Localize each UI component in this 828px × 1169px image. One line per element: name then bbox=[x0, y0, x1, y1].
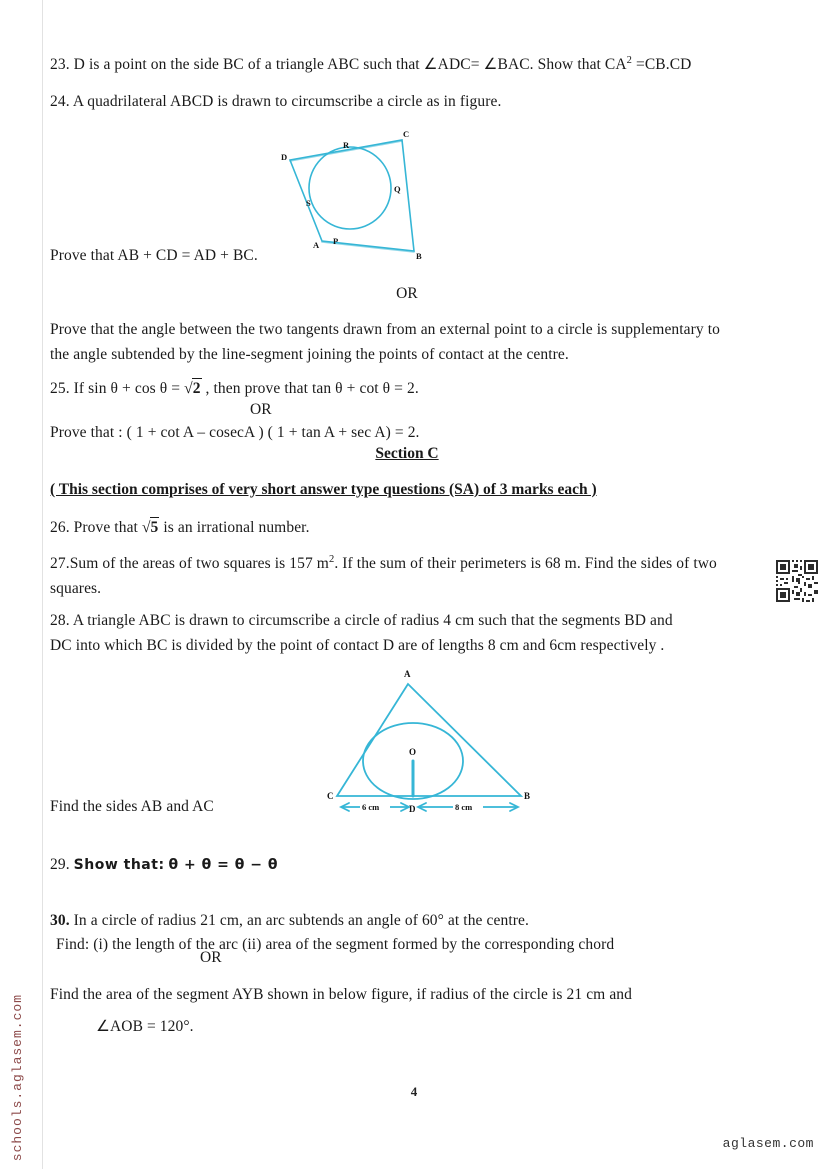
question-30-alt bbox=[50, 985, 764, 1038]
label-S: S bbox=[306, 198, 311, 208]
question-26-part1: Prove that bbox=[73, 519, 142, 536]
question-24-number: 24. bbox=[50, 93, 70, 110]
question-30-alt-line2: ∠AOB = 120°. bbox=[96, 1017, 194, 1035]
question-24 bbox=[50, 92, 764, 113]
figure-quadrilateral-circumscribing-circle bbox=[272, 126, 442, 266]
section-c-note-wrap bbox=[50, 481, 764, 499]
label-B: B bbox=[416, 251, 422, 261]
question-27-line1 bbox=[50, 553, 764, 575]
label-C: C bbox=[327, 791, 334, 801]
label-6cm: 6 cm bbox=[362, 802, 380, 812]
question-24-alt bbox=[50, 320, 764, 366]
inscribed-circle bbox=[309, 147, 391, 229]
label-R: R bbox=[343, 140, 350, 150]
radicand-2: 2 bbox=[192, 378, 202, 400]
section-c-heading: Section C bbox=[375, 445, 439, 462]
label-D: D bbox=[281, 152, 288, 162]
quadrilateral-figure-svg bbox=[272, 126, 442, 266]
question-24-alt-line1: Prove that the angle between the two tangents drawn from an external point to a circle is supplementary to bbox=[50, 321, 720, 338]
question-30-alt-line1: Find the area of the segment AYB shown in below figure, if radius of the circle is 21 cm and bbox=[50, 986, 632, 1003]
section-c-note: ( This section comprises of very short answer type questions (SA) of 3 marks each ) bbox=[50, 481, 597, 498]
qr-code-svg bbox=[774, 558, 820, 604]
label-8cm: 8 cm bbox=[455, 802, 473, 812]
question-23-body: D is a point on the side BC of a triangle ABC such that ∠ADC= ∠BAC. Show that CA bbox=[73, 56, 627, 74]
question-25-part2: , then prove that tan θ + cot θ = 2. bbox=[201, 380, 419, 397]
question-28-number: 28. bbox=[50, 612, 70, 629]
triangle-outline bbox=[337, 684, 521, 796]
radicand-5: 5 bbox=[150, 517, 160, 539]
question-28 bbox=[50, 611, 764, 657]
section-c-heading-wrap bbox=[50, 445, 764, 463]
question-24-text bbox=[50, 92, 764, 113]
question-25-alt-text: Prove that : ( 1 + cot A – cosecA ) ( 1 + tan A + sec A) = 2. bbox=[50, 424, 420, 441]
sidebar-watermark: schools.aglasem.com bbox=[10, 993, 25, 1161]
label-A: A bbox=[404, 669, 411, 679]
question-25-number: 25. bbox=[50, 380, 70, 397]
question-28-line1 bbox=[50, 611, 764, 632]
question-30-line1 bbox=[50, 911, 764, 932]
question-25-or bbox=[250, 400, 272, 421]
question-30-line2: Find: (i) the length of the arc (ii) area of the segment formed by the corresponding chord bbox=[56, 935, 615, 953]
page-number: 4 bbox=[410, 1084, 418, 1099]
label-O: O bbox=[409, 747, 417, 757]
question-23-number: 23. bbox=[50, 56, 70, 74]
question-25-part1: If sin θ + cos θ = bbox=[73, 380, 185, 397]
question-23-text bbox=[50, 54, 764, 76]
question-26-text bbox=[50, 517, 764, 539]
question-28-body1: A triangle ABC is drawn to circumscribe a circle of radius 4 cm such that the segments BD and bbox=[72, 612, 673, 629]
sqrt-symbol-5: √5 bbox=[142, 517, 159, 539]
figure-triangle-circumscribing-circle bbox=[325, 662, 535, 817]
question-26-part2: is an irrational number. bbox=[159, 519, 310, 536]
question-25 bbox=[50, 378, 764, 400]
question-26-number: 26. bbox=[50, 519, 70, 536]
footer-watermark: aglasem.com bbox=[722, 1136, 814, 1151]
label-Q: Q bbox=[394, 184, 401, 194]
question-28-find-text: Find the sides AB and AC bbox=[50, 798, 214, 815]
question-29-text bbox=[50, 855, 764, 876]
question-25-or-text: OR bbox=[250, 401, 272, 418]
question-27-superscript: 2 bbox=[328, 554, 335, 565]
label-C: C bbox=[403, 129, 410, 139]
label-B: B bbox=[524, 791, 531, 801]
question-27 bbox=[50, 553, 764, 600]
question-30-or-text: OR bbox=[200, 949, 222, 966]
question-25-alt bbox=[50, 423, 764, 444]
question-30 bbox=[50, 911, 764, 956]
question-26 bbox=[50, 517, 764, 539]
label-P: P bbox=[333, 236, 339, 246]
triangle-figure-svg bbox=[325, 662, 535, 817]
question-29-expression: θ + θ = θ − θ bbox=[168, 857, 278, 873]
question-24-body: A quadrilateral ABCD is drawn to circumscribe a circle as in figure. bbox=[72, 93, 502, 110]
question-28-find bbox=[50, 797, 764, 818]
question-27-part2: . If the sum of their perimeters is 68 m. Find the sides of two bbox=[334, 555, 717, 573]
question-24-or bbox=[50, 284, 764, 305]
question-27-number: 27. bbox=[50, 555, 70, 573]
question-24-or-text: OR bbox=[396, 285, 418, 302]
label-D: D bbox=[409, 804, 416, 814]
page-left-rule bbox=[42, 0, 43, 1169]
sqrt-symbol-2: √2 bbox=[184, 378, 201, 400]
question-29-number: 29. bbox=[50, 856, 70, 873]
question-24-prove-text: Prove that AB + CD = AD + BC. bbox=[50, 247, 258, 264]
question-25-text bbox=[50, 378, 764, 400]
question-24-prove bbox=[50, 246, 764, 267]
quadrilateral-outline bbox=[290, 140, 414, 251]
question-27-line2: squares. bbox=[50, 580, 102, 598]
question-27-part1: Sum of the areas of two squares is 157 m bbox=[69, 555, 329, 573]
question-29-prefix: Show that: bbox=[73, 857, 165, 873]
question-28-line2: DC into which BC is divided by the point of contact D are of lengths 8 cm and 6cm respectively . bbox=[50, 636, 665, 654]
question-23-tail: =CB.CD bbox=[632, 56, 692, 74]
question-30-or bbox=[200, 948, 222, 969]
question-23-superscript: 2 bbox=[626, 55, 633, 66]
question-24-alt-line2: the angle subtended by the line-segment joining the points of contact at the centre. bbox=[50, 345, 569, 363]
label-A: A bbox=[313, 240, 320, 250]
question-30-body1: In a circle of radius 21 cm, an arc subtends an angle of 60° at the centre. bbox=[73, 912, 529, 929]
question-30-number: 30. bbox=[50, 912, 70, 929]
question-23 bbox=[50, 54, 764, 76]
question-29 bbox=[50, 855, 764, 876]
qr-code bbox=[774, 558, 820, 604]
